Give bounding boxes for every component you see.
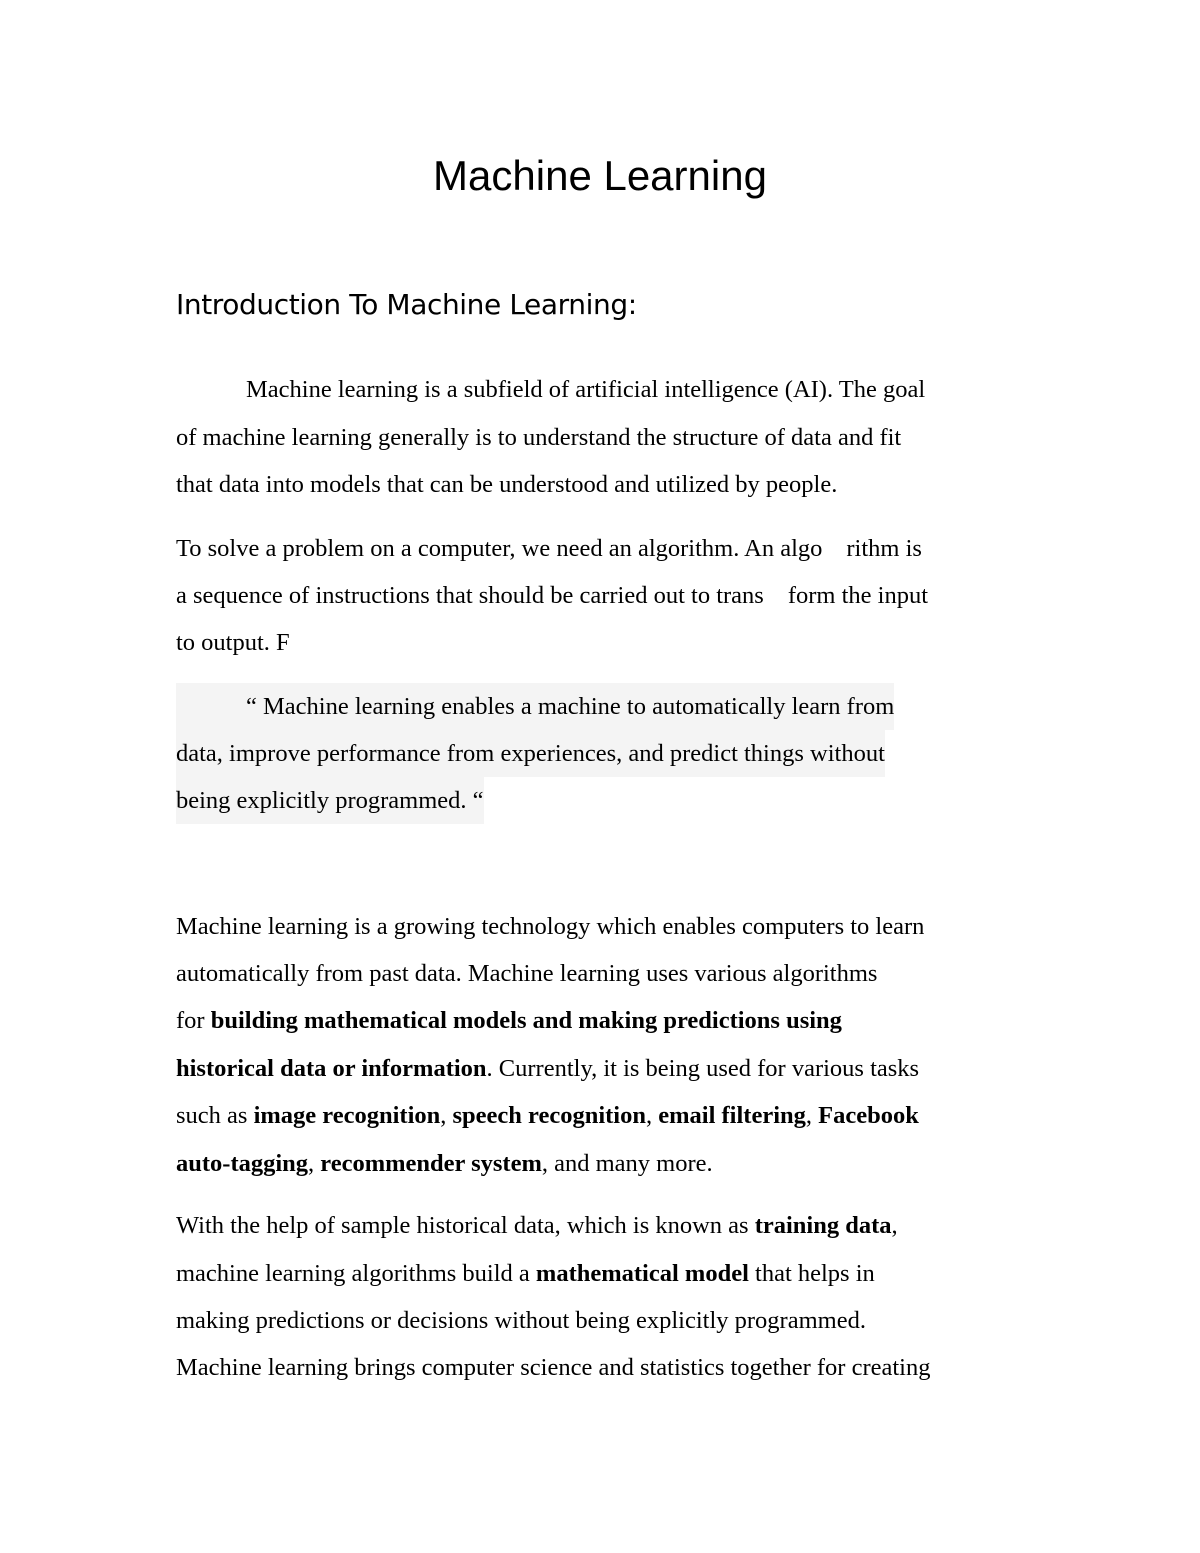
bold-text-run: image recognition	[253, 1102, 441, 1129]
paragraph-1-line-3: that data into models that can be understood and utilized by people.	[176, 471, 838, 498]
text-run: that helps in	[748, 1260, 875, 1287]
quote-line-3: being explicitly programmed. “	[176, 777, 484, 824]
paragraph-4-line-2	[176, 1250, 875, 1297]
text-run: such as	[176, 1102, 254, 1129]
paragraph-3-line-5	[176, 1092, 919, 1139]
bold-text-run: Facebook	[818, 1102, 919, 1129]
quote-line-1: “ Machine learning enables a machine to automatically learn from	[176, 683, 894, 730]
text-run: machine learning algorithms build a	[176, 1260, 536, 1287]
document-title: Machine Learning	[433, 152, 767, 199]
bold-text-run: auto-tagging	[176, 1150, 309, 1177]
paragraph-3-line-3	[176, 997, 842, 1044]
bold-text-run: training data	[754, 1212, 892, 1239]
paragraph-2-line-3: to output. F	[176, 629, 290, 656]
paragraph-3-line-4	[176, 1045, 919, 1092]
text-run: ,	[646, 1102, 659, 1129]
bold-text-run: recommender system	[320, 1150, 542, 1177]
text-run: With the help of sample historical data, which is known as	[176, 1212, 755, 1239]
section-heading: Introduction To Machine Learning:	[176, 288, 637, 321]
paragraph-2-line-1a: To solve a problem on a computer, we need an algorithm. An algo	[176, 535, 823, 562]
bold-text-run: building mathematical models and making predictions using	[210, 1007, 842, 1034]
text-run: ,	[308, 1150, 321, 1177]
paragraph-3-line-6	[176, 1140, 713, 1187]
paragraph-2-line-1b: rithm is	[846, 535, 922, 562]
paragraph-4-line-4: Machine learning brings computer science and statistics together for creating	[176, 1354, 931, 1381]
text-run: ,	[440, 1102, 453, 1129]
bold-text-run: mathematical model	[535, 1260, 749, 1287]
text-run: , and many more.	[541, 1150, 713, 1177]
paragraph-1-line-1: Machine learning is a subfield of artificial intelligence (AI). The goal	[246, 376, 926, 403]
quote-line-2: data, improve performance from experiences, and predict things without	[176, 730, 885, 777]
paragraph-2-line-1	[176, 525, 922, 572]
text-run: . Currently, it is being used for various tasks	[486, 1055, 920, 1082]
bold-text-run: historical data or information	[176, 1055, 487, 1082]
text-run: ,	[891, 1212, 898, 1239]
text-run: ,	[805, 1102, 819, 1129]
paragraph-4-line-3: making predictions or decisions without being explicitly programmed.	[176, 1307, 866, 1334]
paragraph-2-line-2b: form the input	[787, 582, 929, 609]
paragraph-1-line-2: of machine learning generally is to understand the structure of data and fit	[176, 424, 902, 451]
paragraph-3-line-2: automatically from past data. Machine learning uses various algorithms	[176, 960, 878, 987]
paragraph-3-line-1: Machine learning is a growing technology which enables computers to learn	[176, 913, 925, 940]
paragraph-4-line-1	[176, 1202, 898, 1249]
text-run: for	[176, 1007, 211, 1034]
paragraph-2-line-2a: a sequence of instructions that should be carried out to trans	[176, 582, 764, 609]
bold-text-run: speech recognition	[452, 1102, 646, 1129]
bold-text-run: email filtering	[658, 1102, 806, 1129]
paragraph-2-line-2	[176, 572, 928, 619]
